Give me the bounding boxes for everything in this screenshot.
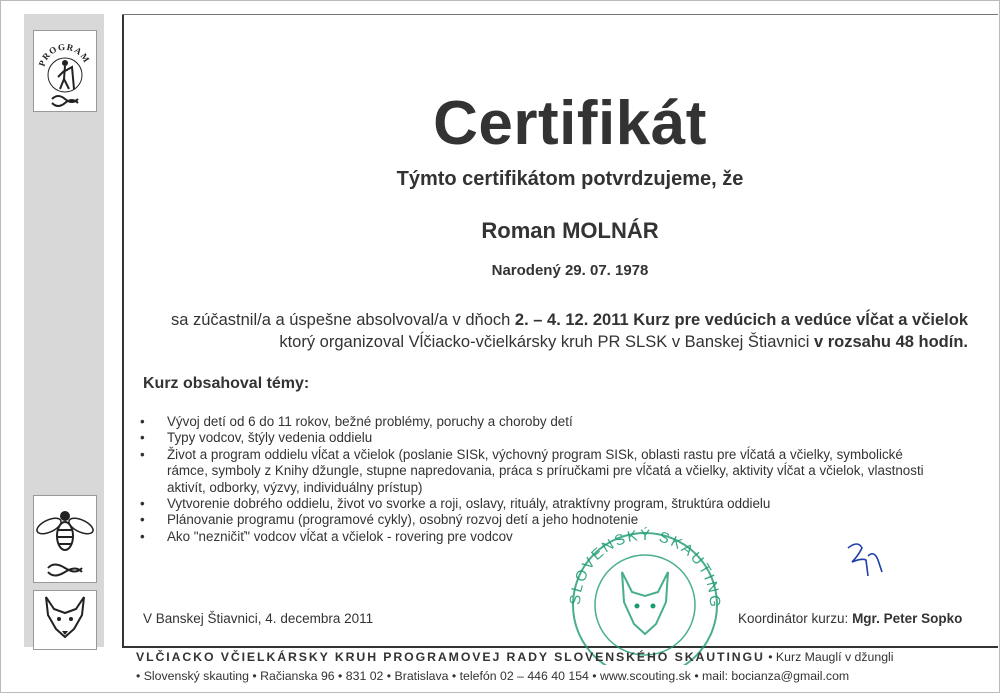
list-item: • Vytvorenie dobrého oddielu, život vo svorke a roji, oslavy, rituály, atraktívny program, štruktúra oddielu — [136, 496, 936, 512]
top-rule — [122, 14, 998, 15]
svg-text:PROGRAM: PROGRAM — [36, 41, 93, 68]
vertical-rule — [122, 14, 124, 647]
course-name: 2. – 4. 12. 2011 Kurz pre vedúcich a vedúce vĺčat a včielok — [514, 311, 968, 329]
certificate-subtitle: Týmto certifikátom potvrdzujeme, že — [396, 168, 744, 190]
completion-paragraph — [136, 309, 968, 353]
signature — [842, 536, 892, 580]
footer-org-name: VLČIACKO VČIELKÁRSKY KRUH PROGRAMOVEJ RADY SLOVENSKÉHO SKAUTINGU — [136, 650, 765, 664]
list-item: • Ako "nezničiť" vodcov vĺčat a včielok - rovering pre vodcov — [136, 529, 936, 545]
bee-badge-logo — [33, 495, 97, 583]
list-item: • Typy vodcov, štýly vedenia oddielu — [136, 430, 936, 446]
list-item: • Vývoj detí od 6 do 11 rokov, bežné problémy, poruchy a choroby detí — [136, 414, 936, 430]
organization-stamp — [560, 520, 730, 665]
coordinator-label: Koordinátor kurzu: — [738, 611, 853, 626]
topics-list — [136, 414, 936, 545]
list-item: • Život a program oddielu vĺčat a včielok (poslanie SISk, výchovný program SISk, oblasti rastu pre vĺčatá a včielky, symbolické rámce, symboly z Knihy džungle, stupne napredovania, práca s príručkami pre vĺčatá a včielky, aktivity vĺčat a včielok, vlastnosti aktivít, odborky, výzvy, individuálny prístup) — [136, 447, 936, 496]
birth-date: Narodený 29. 07. 1978 — [491, 262, 649, 279]
footer-organization — [136, 650, 894, 664]
topics-heading: Kurz obsahoval témy: — [143, 375, 310, 392]
footer-contact: • Slovenský skauting • Račianska 96 • 831 02 • Bratislava • telefón 02 – 446 40 154 • www.scouting.sk • mail: bocianza@gmail.com — [136, 669, 850, 683]
program-badge-logo — [33, 30, 97, 112]
wolf-badge-logo — [33, 590, 97, 650]
list-item: • Plánovanie programu (programové cykly), osobný rozvoj detí a jeho hodnotenie — [136, 512, 936, 528]
stamp-text: SLOVENSKÝ SKAUTING — [566, 526, 724, 610]
paragraph-text-1: sa zúčastnil/a a úspešne absolvoval/a v dňoch — [170, 311, 515, 329]
coordinator-name: Mgr. Peter Sopko — [852, 611, 963, 626]
recipient-name: Roman MOLNÁR — [481, 218, 659, 243]
course-hours: v rozsahu 48 hodín. — [813, 333, 968, 351]
place-and-date: V Banskej Štiavnici, 4. decembra 2011 — [143, 611, 374, 626]
coordinator — [738, 611, 962, 626]
footer-motto: • Kurz Mauglí v džungli — [764, 650, 894, 664]
paragraph-text-2: ktorý organizoval Vĺčiacko-včielkársky kruh PR SLSK v Banskej Štiavnici — [279, 333, 814, 351]
certificate-title: Certifikát — [433, 89, 707, 158]
